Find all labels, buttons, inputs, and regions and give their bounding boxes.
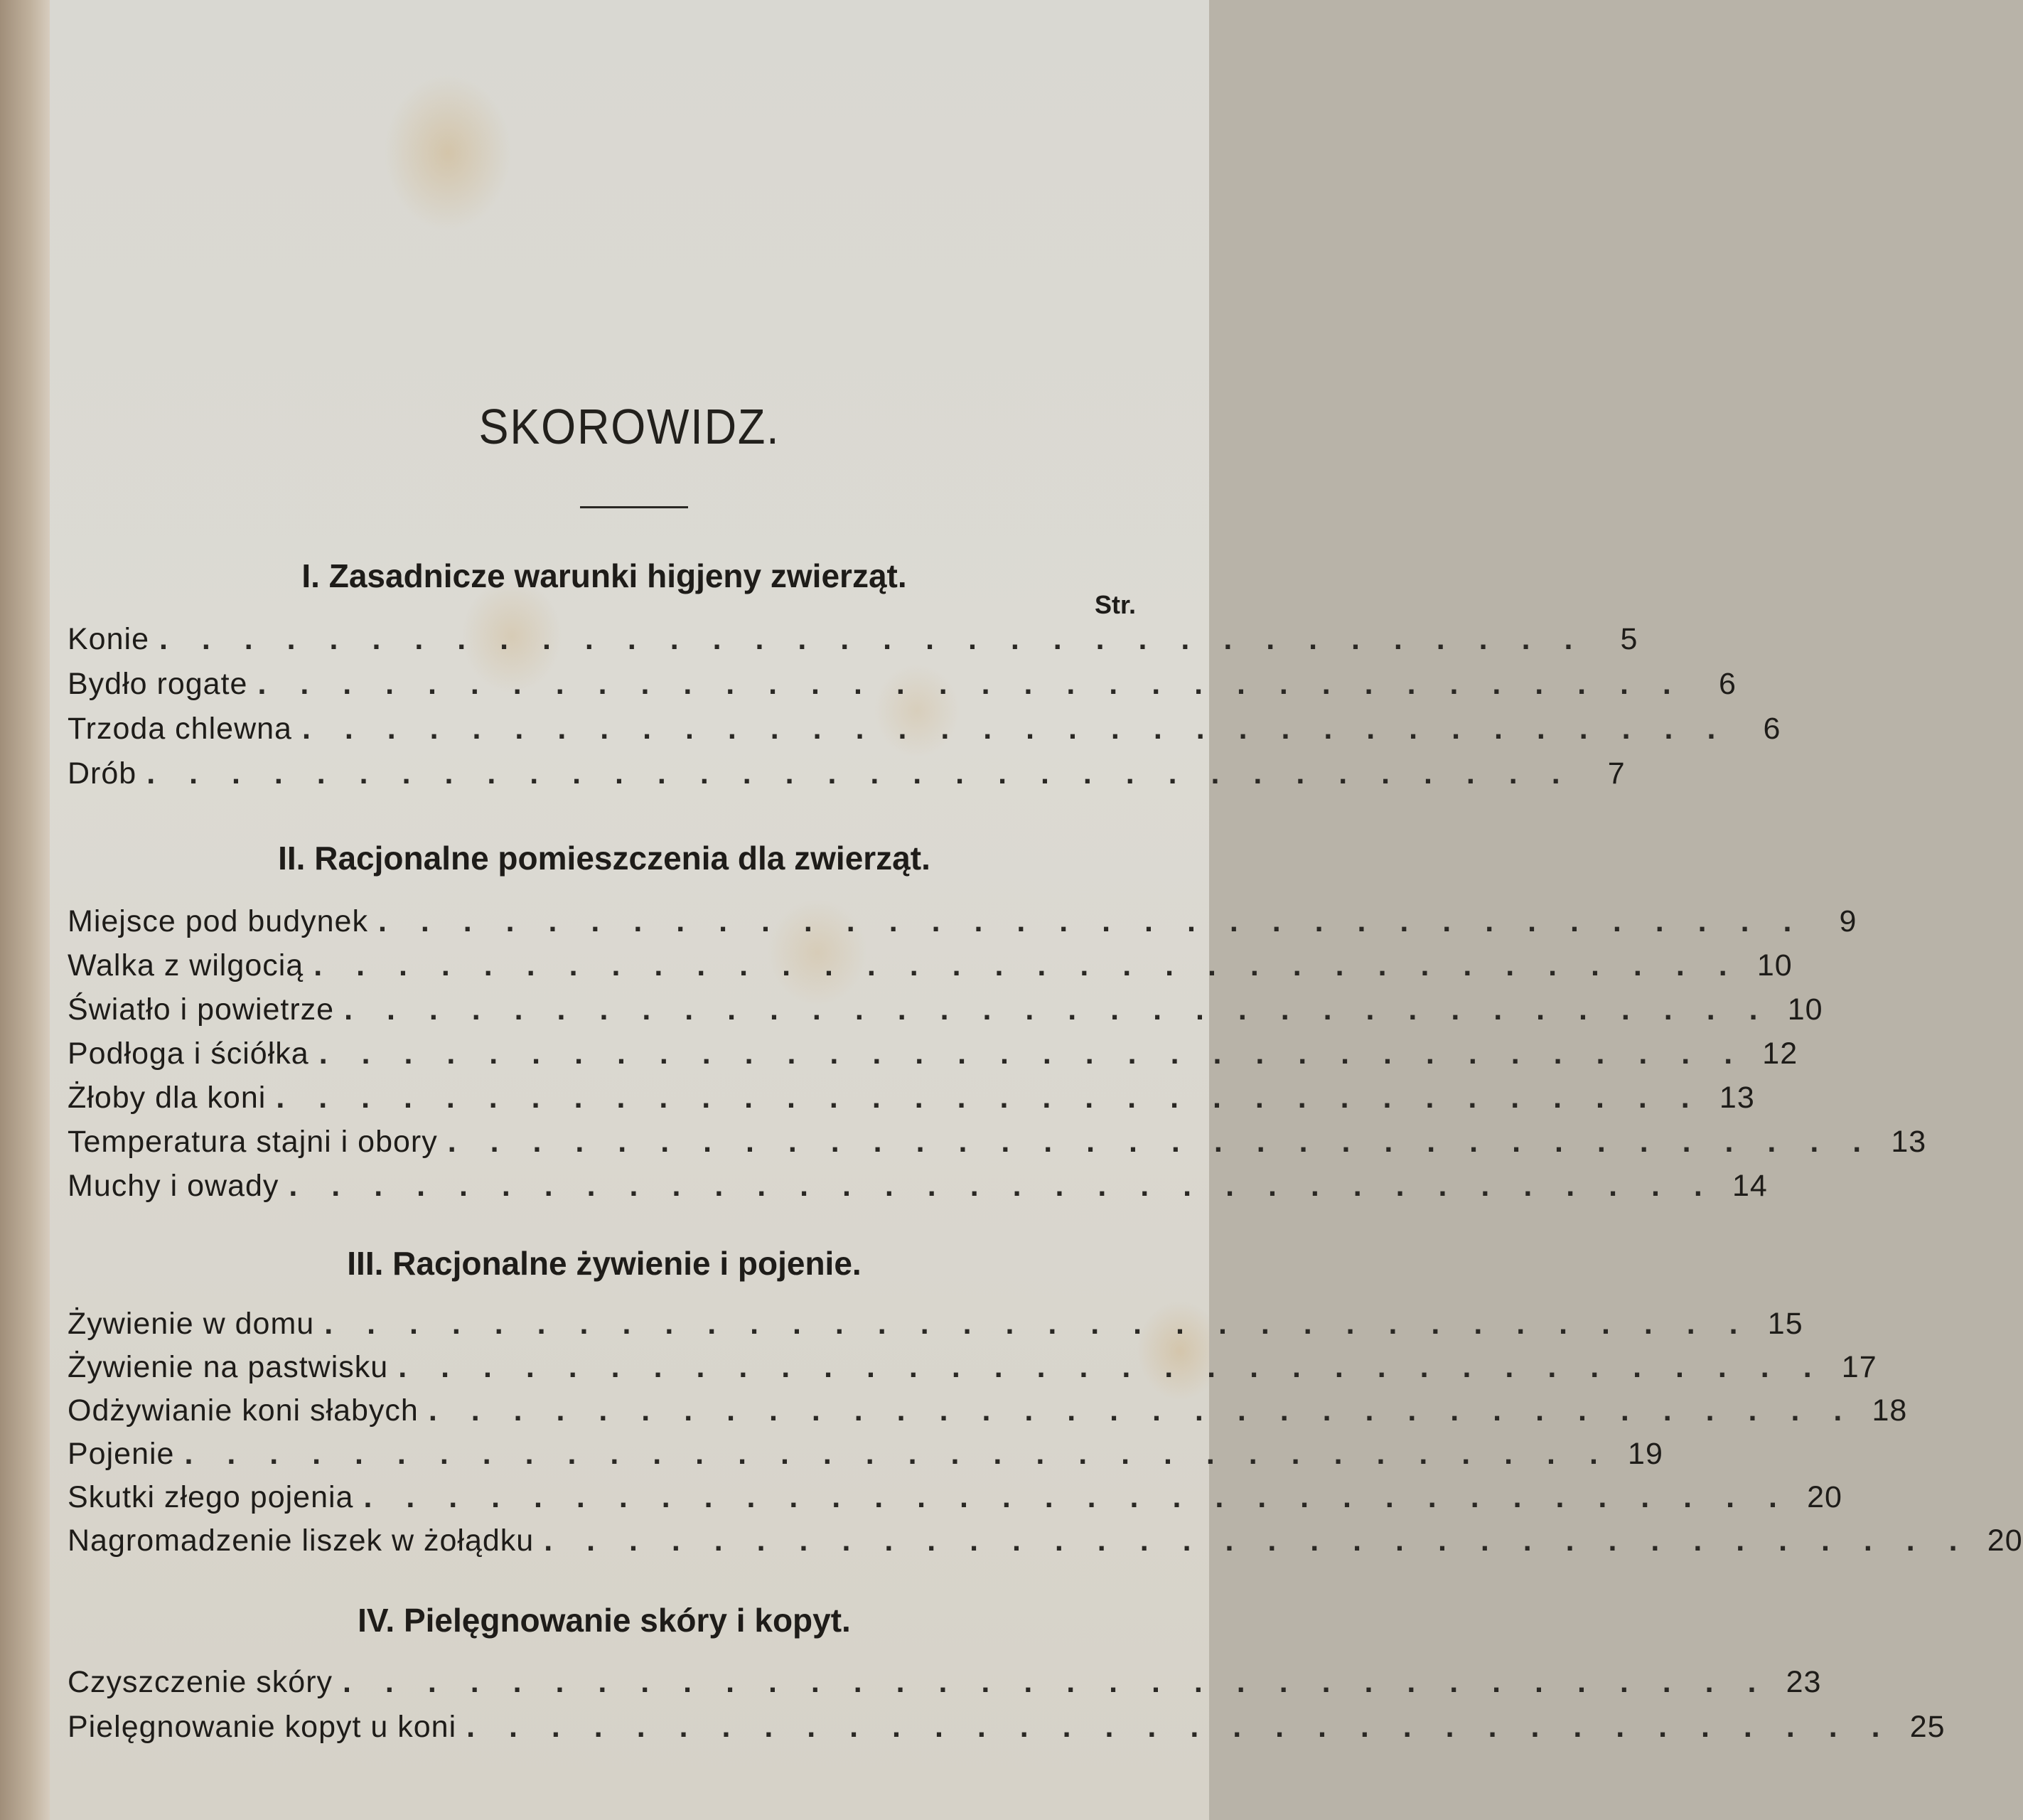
toc-entry-page: 13: [1891, 1125, 1927, 1159]
leader-dots: . . . . . . . . . . . . . . . . . . . . . . . . . . . . . . . . . .: [363, 1480, 1790, 1514]
leader-dots: . . . . . . . . . . . . . . . . . . . . . . . . . . . . . . . . . .: [344, 992, 1771, 1027]
toc-entry: [68, 1665, 1822, 1708]
toc-entry: [68, 756, 1626, 799]
toc-entry: [68, 712, 1781, 754]
leader-dots: . . . . . . . . . . . . . . . . . . . . . . . . . . . . . . . . . .: [257, 667, 1684, 701]
toc-entry-label: Odżywianie koni słabych: [68, 1393, 419, 1428]
toc-entry-page: 12: [1762, 1037, 1798, 1071]
toc-entry-page: 6: [1763, 712, 1781, 746]
toc-entry-label: Światło i powietrze: [68, 992, 335, 1027]
leader-dots: . . . . . . . . . . . . . . . . . . . . . . . . . . . . . . . . . .: [301, 712, 1729, 746]
toc-entry-page: 6: [1718, 667, 1737, 701]
toc-entry-page: 20: [1807, 1480, 1842, 1514]
book-page: [50, 0, 2023, 1820]
leader-dots: . . . . . . . . . . . . . . . . . . . . . . . . . . . . . . . . . .: [289, 1169, 1715, 1203]
leader-dots: . . . . . . . . . . . . . . . . . . . . . . . . . . . . . . . . . .: [324, 1307, 1751, 1341]
leader-dots: . . . . . . . . . . . . . . . . . . . . . . . . . . . . . . . . . .: [343, 1665, 1769, 1699]
toc-entry: [68, 1480, 1842, 1523]
toc-entry: [68, 1524, 2023, 1566]
toc-entry: [68, 667, 1737, 710]
toc-entry-page: 7: [1607, 756, 1626, 791]
toc-entry: [68, 1081, 1755, 1123]
toc-entry-label: Walka z wilgocią: [68, 948, 304, 983]
toc-entry-label: Pielęgnowanie kopyt u koni: [68, 1710, 457, 1744]
toc-entry-label: Nagromadzenie liszek w żołądku: [68, 1524, 535, 1558]
toc-entry: [68, 622, 1638, 665]
toc-entry-label: Skutki złego pojenia: [68, 1480, 354, 1514]
toc-entry-label: Temperatura stajni i obory: [68, 1125, 438, 1159]
toc-entry-page: 23: [1786, 1665, 1822, 1699]
toc-entry-page: 17: [1841, 1350, 1877, 1384]
toc-entry-page: 10: [1787, 992, 1823, 1027]
toc-entry: [68, 904, 1857, 947]
toc-entry: [68, 1393, 1908, 1436]
leader-dots: . . . . . . . . . . . . . . . . . . . . . . . . . . . . . . . . . .: [398, 1350, 1825, 1384]
toc-entry-label: Czyszczenie skóry: [68, 1665, 333, 1699]
leader-dots: . . . . . . . . . . . . . . . . . . . . . . . . . . . . . . . . . .: [447, 1125, 1874, 1159]
toc-entry-page: 18: [1872, 1393, 1908, 1428]
toc-entry-label: Trzoda chlewna: [68, 712, 292, 746]
leader-dots: . . . . . . . . . . . . . . . . . . . . . . . . . . . . . . . . . .: [276, 1081, 1702, 1115]
toc-entry-label: Żywienie na pastwisku: [68, 1350, 389, 1384]
toc-entry-label: Żłoby dla koni: [68, 1081, 267, 1115]
toc-entry-label: Drób: [68, 756, 137, 791]
section-heading-4: IV. Pielęgnowanie skóry i kopyt.: [358, 1602, 851, 1639]
toc-entry: [68, 1037, 1798, 1079]
toc-entry-label: Pojenie: [68, 1437, 175, 1471]
toc-entry-page: 14: [1732, 1169, 1768, 1203]
leader-dots: . . . . . . . . . . . . . . . . . . . . . . . . . . . . . . . . . .: [159, 622, 1586, 656]
section-heading-1: I. Zasadnicze warunki higjeny zwierząt.: [301, 557, 907, 594]
toc-entry-page: 5: [1620, 622, 1638, 656]
leader-dots: . . . . . . . . . . . . . . . . . . . . . . . . . . . . . . . . . .: [146, 756, 1573, 791]
toc-entry: [68, 1169, 1768, 1211]
toc-entry-label: Konie: [68, 622, 149, 656]
toc-entry-page: 13: [1719, 1081, 1755, 1115]
toc-entry: [68, 992, 1823, 1035]
toc-entry-label: Muchy i owady: [68, 1169, 279, 1203]
title-divider: [580, 506, 688, 508]
toc-entry-label: Żywienie w domu: [68, 1307, 315, 1341]
toc-entry: [68, 1125, 1927, 1167]
toc-entry-label: Bydło rogate: [68, 667, 248, 701]
toc-entry: [68, 1307, 1803, 1349]
toc-entry-page: 20: [1987, 1524, 2023, 1558]
leader-dots: . . . . . . . . . . . . . . . . . . . . . . . . . . . . . . . . . .: [184, 1437, 1611, 1471]
toc-entry: [68, 1437, 1663, 1479]
toc-entry-page: 15: [1767, 1307, 1803, 1341]
leader-dots: . . . . . . . . . . . . . . . . . . . . . . . . . . . . . . . . . .: [428, 1393, 1855, 1428]
toc-entry-page: 9: [1839, 904, 1857, 938]
page-column-label: Str.: [1095, 590, 1137, 619]
toc-entry-page: 19: [1628, 1437, 1663, 1471]
toc-entry-page: 10: [1756, 948, 1793, 983]
page-title: SKOROWIDZ.: [478, 399, 780, 454]
section-heading-3: III. Racjonalne żywienie i pojenie.: [347, 1245, 862, 1282]
leader-dots: . . . . . . . . . . . . . . . . . . . . . . . . . . . . . . . . . .: [544, 1524, 1970, 1558]
toc-entry: [68, 1350, 1877, 1393]
toc-entry-page: 25: [1909, 1710, 1946, 1744]
leader-dots: . . . . . . . . . . . . . . . . . . . . . . . . . . . . . . . . . .: [466, 1710, 1893, 1744]
toc-entry: [68, 948, 1793, 991]
leader-dots: . . . . . . . . . . . . . . . . . . . . . . . . . . . . . . . . . .: [377, 904, 1805, 938]
toc-entry-label: Podłoga i ściółka: [68, 1037, 309, 1071]
section-heading-2: II. Racjonalne pomieszczenia dla zwierząt.: [278, 840, 930, 877]
leader-dots: . . . . . . . . . . . . . . . . . . . . . . . . . . . . . . . . . .: [313, 948, 1740, 983]
toc-entry-label: Miejsce pod budynek: [68, 904, 368, 938]
leader-dots: . . . . . . . . . . . . . . . . . . . . . . . . . . . . . . . . . .: [318, 1037, 1746, 1071]
toc-entry: [68, 1710, 1946, 1752]
